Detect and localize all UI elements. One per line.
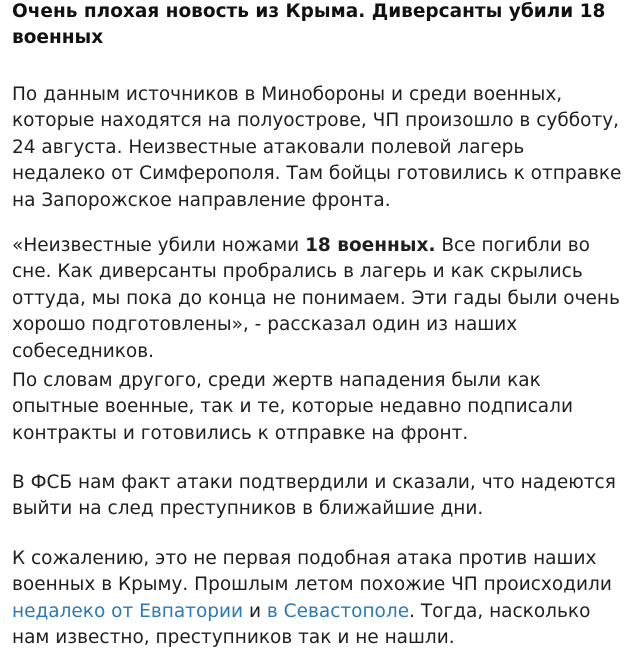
paragraph-5 bbox=[12, 546, 622, 652]
paragraph-2-end: Все погибли во сне. Как диверсанты пробрались в лагерь и как скрылись оттуда, мы пока до конца не понимаем. Эти гады были очень хорошо подготовлены», - рассказал один из наших собеседников. bbox=[12, 235, 620, 362]
paragraph-4: В ФСБ нам факт атаки подтвердили и сказали, что надеются выйти на след преступников в ближайшие дни. bbox=[12, 472, 616, 520]
paragraph-1: По данным источников в Минобороны и среди военных, которые находятся на полуострове, ЧП произошло в субботу, 24 августа. Неизвестные атаковали полевой лагерь недалеко от Симферополя. Там бойцы готовились к отправке на Запорожское направление фронта. bbox=[12, 84, 622, 211]
paragraph-5-mid: и bbox=[243, 600, 267, 622]
post-title: Очень плохая новость из Крыма. Диверсанты убили 18 военных bbox=[12, 1, 606, 48]
paragraph-2-bold: 18 военных. bbox=[305, 235, 436, 256]
paragraph-3: По словам другого, среди жертв нападения были как опытные военные, так и те, которые недавно подписали контракты и готовились к отправке на фронт. bbox=[12, 370, 573, 444]
link-evpatoria[interactable]: недалеко от Евпатории bbox=[12, 600, 244, 622]
paragraph-5-end: . Тогда, насколько нам известно, преступников так и не нашли. bbox=[12, 600, 591, 649]
paragraph-2 bbox=[12, 233, 622, 365]
paragraph-5-start: К сожалению, это не первая подобная атака против наших военных в Крыму. Прошлым летом похожие ЧП происходили bbox=[12, 548, 612, 596]
link-sevastopol[interactable]: в Севастополе bbox=[266, 600, 410, 622]
paragraph-2-start: «Неизвестные убили ножами bbox=[12, 235, 306, 256]
